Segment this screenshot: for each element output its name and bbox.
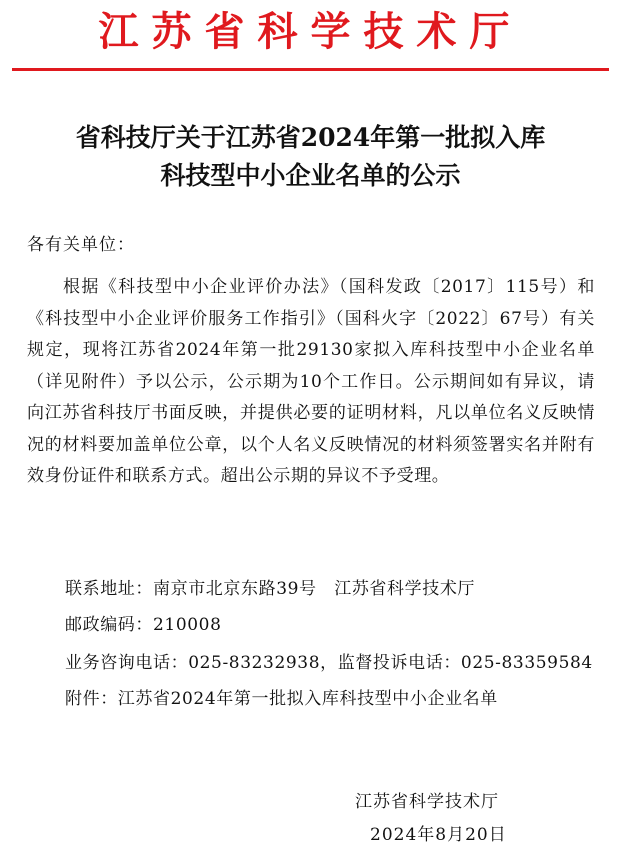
contact-address: 联系地址：南京市北京东路39号 江苏省科学技术厅 [65,579,476,599]
body-paragraph: 根据《科技型中小企业评价办法》（国科发政〔2017〕115号）和《科技型中小企业评价服务工作指引》（国科火字〔2022〕67号）有关规定，现将江苏省2024年第一批29130家拟入库科技型中小企业名单（详见附件）予以公示，公示期为10个工作日。公示期间如有异议，请向江苏省科技厅书面反映，并提供必要的证明材料，凡以单位名义反映情况的材料要加盖单位公章，以个人名义反映情况的材料须签署实名并附有效身份证件和联系方式。超出公示期的异议不予受理。 [27,277,595,486]
letterhead-red-rule [12,68,609,71]
signature-date: 2024年8月20日 [370,825,507,845]
document-title-line-2: 科技型中小企业名单的公示 [160,161,461,190]
signature-org: 江苏省科学技术厅 [355,792,499,812]
attachment-note: 附件：江苏省2024年第一批拟入库科技型中小企业名单 [65,689,498,709]
contact-postcode: 邮政编码：210008 [65,615,222,635]
contact-phones: 业务咨询电话：025-83232938，监督投诉电话：025-83359584 [65,653,593,673]
salutation: 各有关单位： [27,235,135,255]
letterhead-org-name: 江苏省科学技术厅 [98,9,523,55]
document-title-line-1: 省科技厅关于江苏省2024年第一批拟入库 [75,123,546,152]
